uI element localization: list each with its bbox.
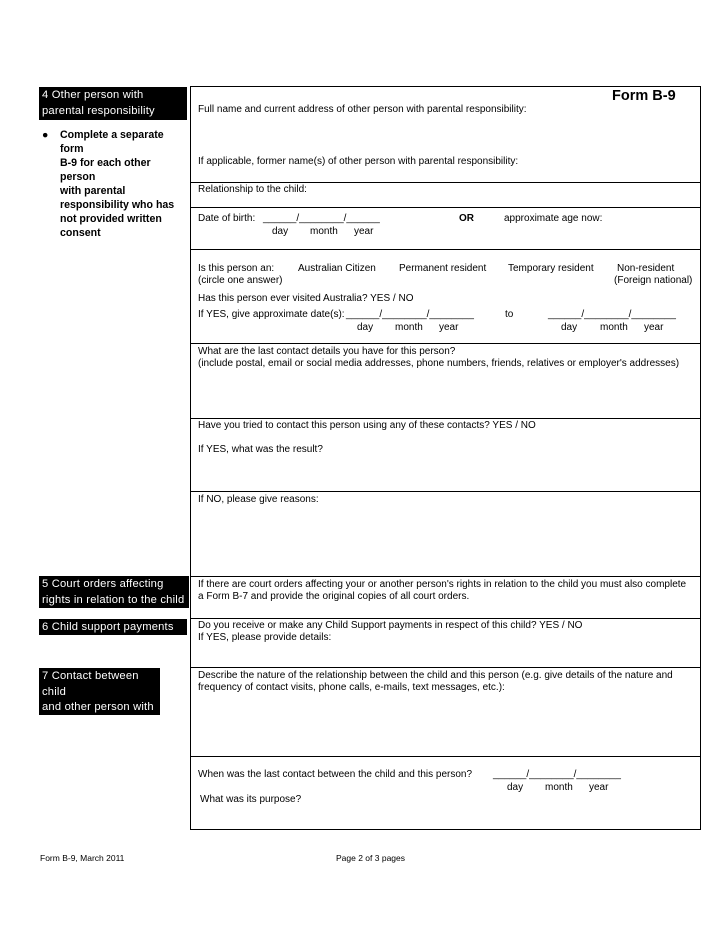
option-australian-citizen[interactable]: Australian Citizen xyxy=(298,263,376,274)
divider xyxy=(190,418,701,419)
day-label: day xyxy=(272,226,289,237)
if-yes-result-label: If YES, what was the result? xyxy=(198,444,323,455)
divider xyxy=(190,667,701,668)
dob-field[interactable]: ______/________/______ xyxy=(263,213,380,224)
note-line: Complete a separate form xyxy=(60,129,164,155)
month-label: month xyxy=(310,226,338,237)
section-4-header-line1: 4 Other person with xyxy=(42,89,144,101)
child-support-question: Do you receive or make any Child Support payments in respect of this child? YES / NO xyxy=(198,620,583,631)
month-label: month xyxy=(545,782,573,793)
note-line: not provided written xyxy=(60,213,162,225)
note-line: with parental xyxy=(60,185,126,197)
full-name-label: Full name and current address of other person with parental responsibility: xyxy=(198,104,527,115)
section-5-header-line1: 5 Court orders affecting xyxy=(42,578,164,590)
section-4-header-line2: parental responsibility xyxy=(42,104,155,117)
describe-relationship-label: Describe the nature of the relationship between the child and this person (e.g. give details of the nature and xyxy=(198,670,673,681)
note-line: responsibility who has xyxy=(60,199,175,211)
divider xyxy=(190,756,701,757)
section-6-header xyxy=(39,619,187,635)
footer-page-number: Page 2 of 3 pages xyxy=(336,853,406,863)
tried-contact-label: Have you tried to contact this person using any of these contacts? YES / NO xyxy=(198,420,536,431)
court-orders-text-2: a Form B-7 and provide the original copies of all court orders. xyxy=(198,591,470,602)
divider xyxy=(190,249,701,250)
visited-australia-label: Has this person ever visited Australia? YES / NO xyxy=(198,293,414,304)
if-no-reasons-label: If NO, please give reasons: xyxy=(198,494,319,505)
circle-one-label: (circle one answer) xyxy=(198,275,283,286)
divider xyxy=(190,207,701,208)
approx-age-label: approximate age now: xyxy=(504,213,603,224)
visit-date-to-field[interactable]: ______/________/________ xyxy=(548,309,676,320)
option-non-resident[interactable]: Non-resident xyxy=(617,263,675,274)
note-line: B-9 for each other person xyxy=(60,157,151,183)
dob-label: Date of birth: xyxy=(198,213,256,224)
contact-details-label: What are the last contact details you have for this person? xyxy=(198,346,456,357)
year-label: year xyxy=(589,782,609,793)
note-line: consent xyxy=(60,227,101,239)
child-support-details-label: If YES, please provide details: xyxy=(198,632,332,643)
contact-details-note: (include postal, email or social media addresses, phone numbers, friends, relatives or employer's addresses) xyxy=(198,358,680,369)
section-7-header-line3: parental responsibility xyxy=(42,716,155,729)
section-4-header xyxy=(39,87,187,120)
foreign-national-label: (Foreign national) xyxy=(614,275,693,286)
form-title: Form B-9 xyxy=(612,88,676,104)
court-orders-text: If there are court orders affecting your or another person's rights in relation to the child you must also complete xyxy=(198,579,687,590)
bullet-icon: ● xyxy=(42,129,49,141)
relationship-label: Relationship to the child: xyxy=(198,184,307,195)
divider xyxy=(190,343,701,344)
former-name-label: If applicable, former name(s) of other person with parental responsibility: xyxy=(198,156,519,167)
last-contact-date-field[interactable]: ______/________/________ xyxy=(493,769,621,780)
is-person-label: Is this person an: xyxy=(198,263,275,274)
option-permanent-resident[interactable]: Permanent resident xyxy=(399,263,487,274)
section-5-header-line2: rights in relation to the child xyxy=(42,593,185,606)
divider xyxy=(190,182,701,183)
section-5-header xyxy=(39,576,189,608)
or-label: OR xyxy=(459,213,474,224)
year-label: year xyxy=(354,226,374,237)
visit-date-from-field[interactable]: ______/________/________ xyxy=(346,309,474,320)
month-label: month xyxy=(600,322,628,333)
section-7-header-line2: and other person with xyxy=(42,701,154,713)
month-label: month xyxy=(395,322,423,333)
section-7-header-line1: 7 Contact between child xyxy=(42,670,139,698)
option-temporary-resident[interactable]: Temporary resident xyxy=(508,263,594,274)
day-label: day xyxy=(507,782,524,793)
if-yes-dates-label: If YES, give approximate date(s): xyxy=(198,309,345,320)
purpose-label: What was its purpose? xyxy=(200,794,302,805)
year-label: year xyxy=(439,322,459,333)
divider xyxy=(190,491,701,492)
divider xyxy=(190,618,701,619)
footer-form-version: Form B-9, March 2011 xyxy=(40,853,125,863)
year-label: year xyxy=(644,322,664,333)
day-label: day xyxy=(357,322,374,333)
last-contact-label: When was the last contact between the child and this person? xyxy=(198,769,473,780)
section-7-header xyxy=(39,668,160,729)
to-label: to xyxy=(505,309,514,320)
describe-relationship-label-2: frequency of contact visits, phone calls, e-mails, text messages, etc.): xyxy=(198,682,505,693)
divider xyxy=(190,576,701,577)
form-frame xyxy=(190,86,701,830)
section-6-header-text: 6 Child support payments xyxy=(42,621,174,633)
day-label: day xyxy=(561,322,578,333)
